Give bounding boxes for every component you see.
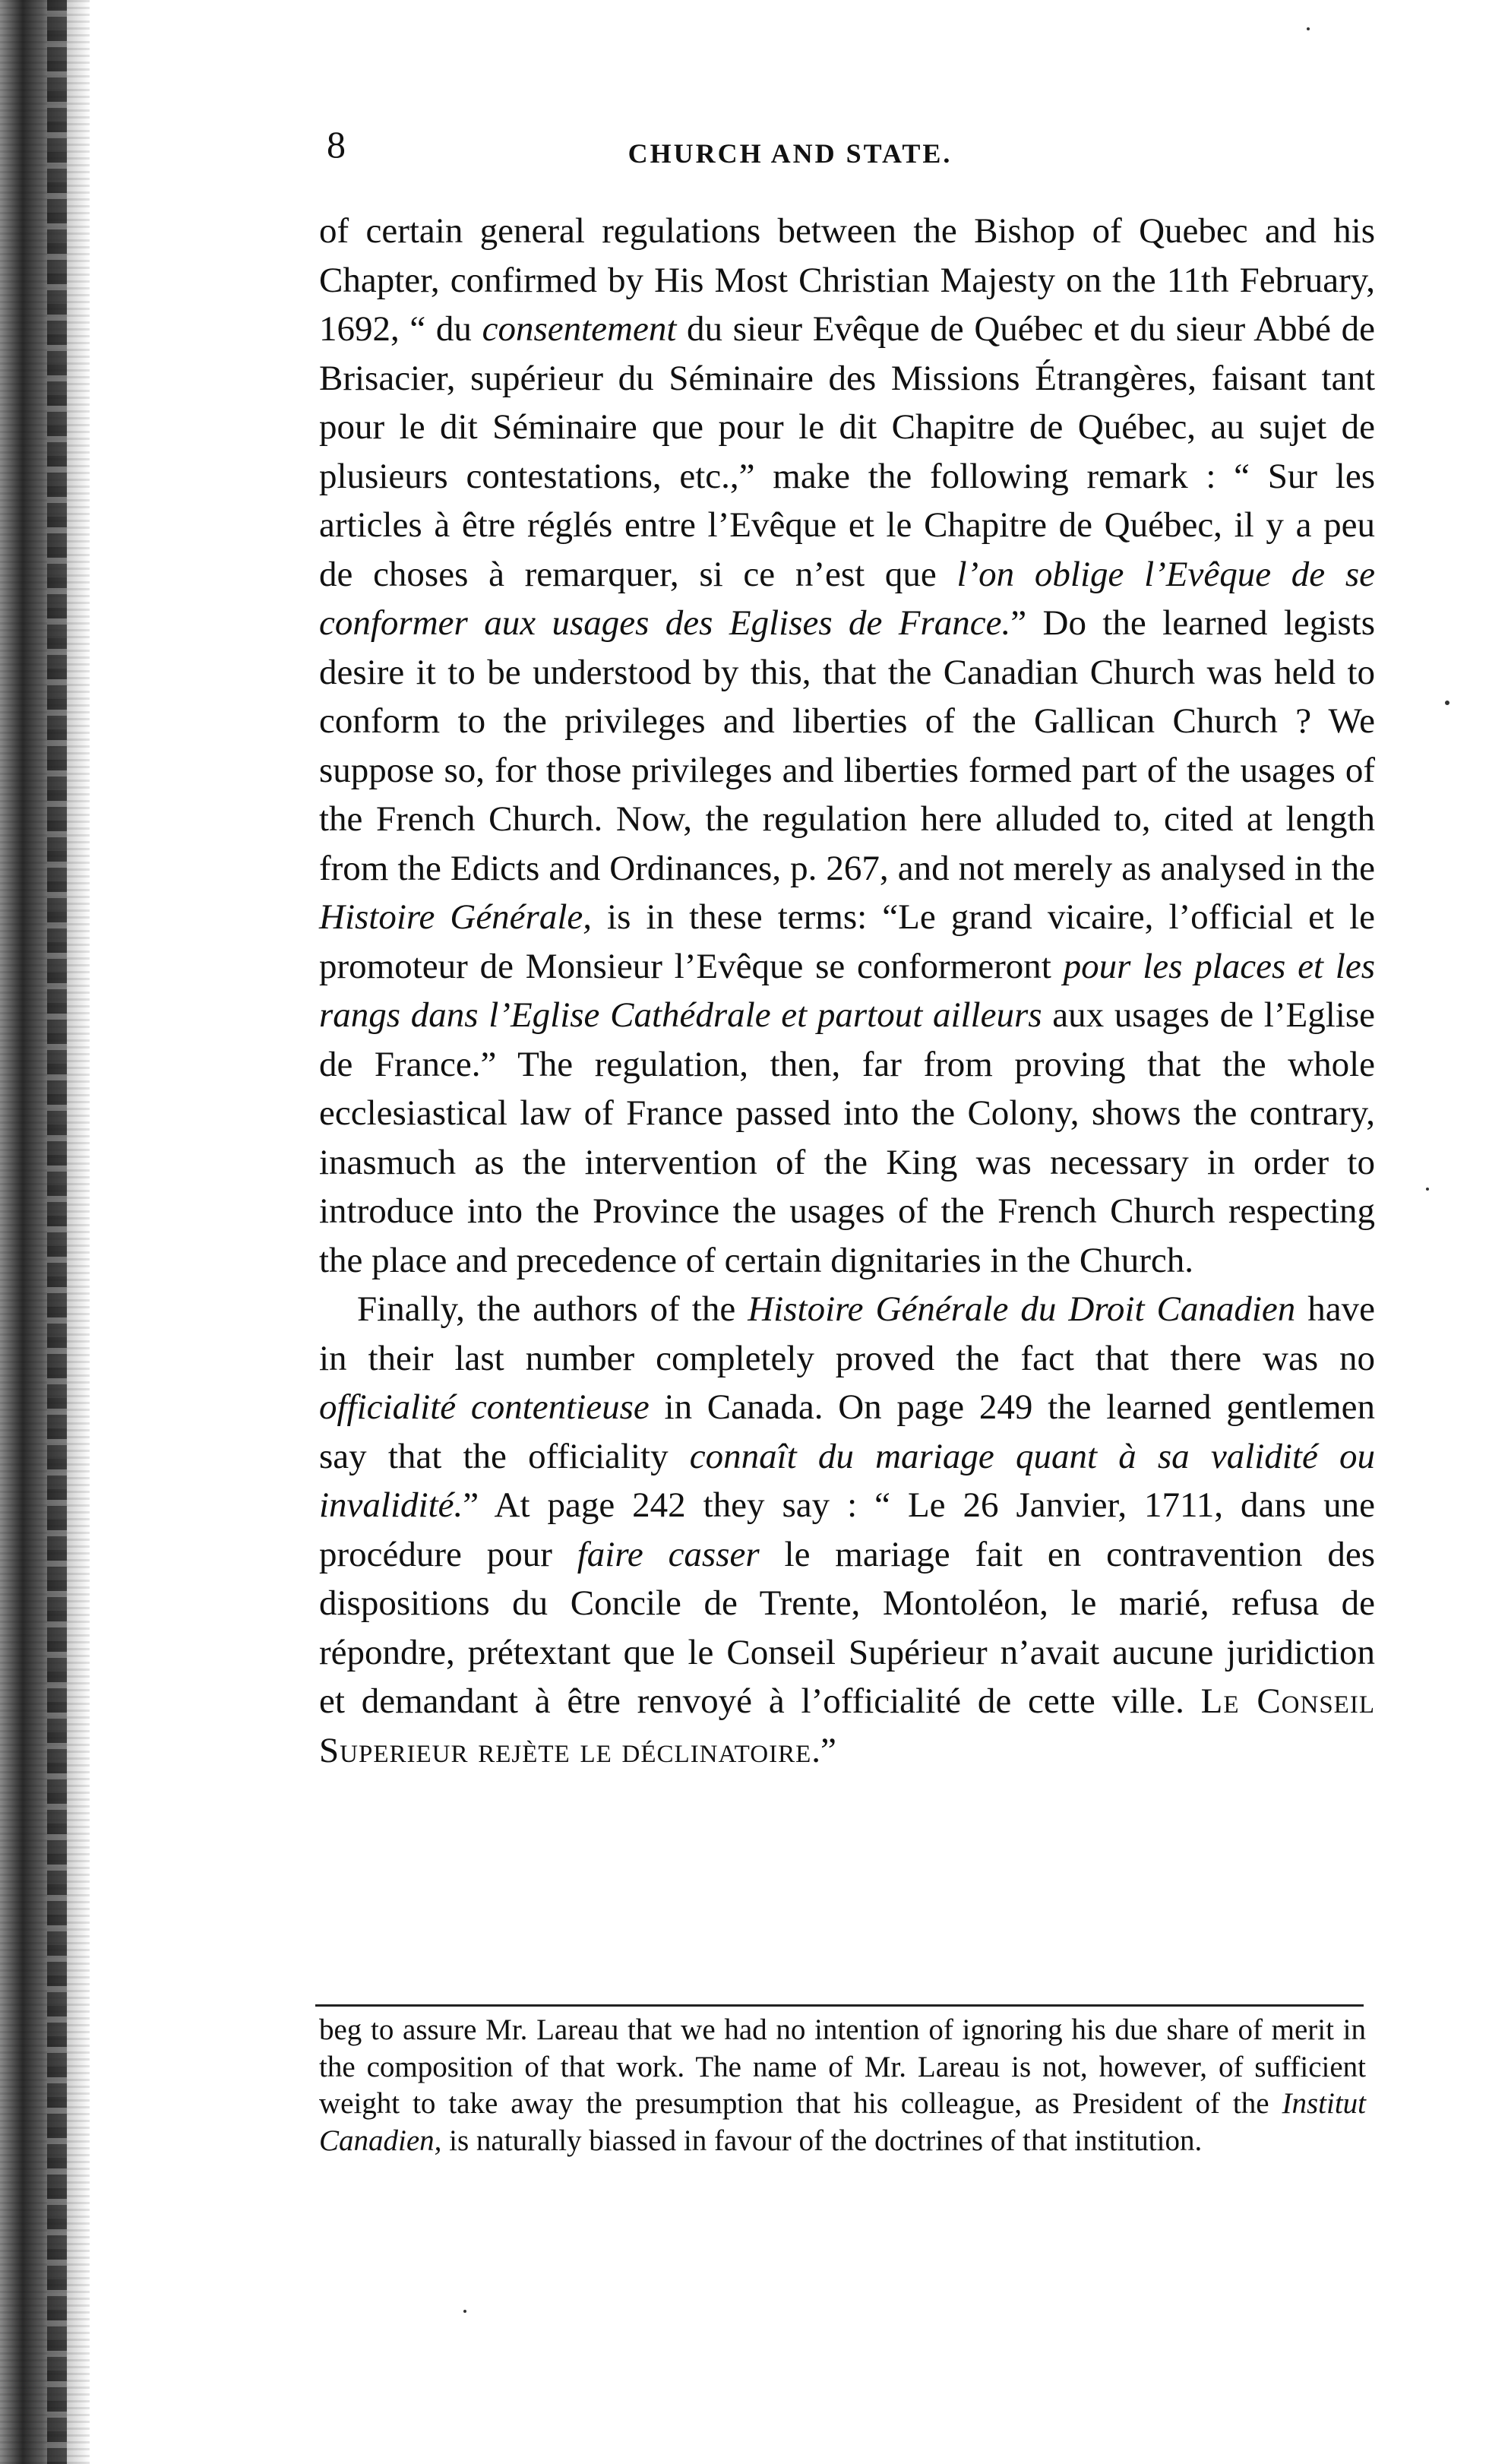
p2-text-i: le mariage fait en contravention des dispositions du Concile de Trente, Montoléon, le marié, refusa de répondre, prétextant que le Conseil Supérieur n’avait aucune juridiction et demandant à être renvoyé à l’officialité de cette ville. — [319, 1534, 1375, 1721]
p2-italic-f: connaît du mariage quant à sa validité ou invalidité. — [319, 1436, 1375, 1525]
footnote-text-a: beg to assure Mr. Lareau that we had no intention of ignoring his due share of merit in the composition of that work. The name of Mr. Lareau is not, however, of sufficient weight to take away the presumption that his colleague, as President of the — [319, 2013, 1366, 2120]
p1-italic-b: consentement — [482, 309, 677, 349]
p1-text-c: du sieur Evêque de Québec et du sieur Abbé de Brisacier, supérieur du Séminaire des Missions Étrangères, faisant tant pour le dit Séminaire que pour le dit Chapitre de Québec, au sujet de plusieurs contestations, etc.,” make the following remark : “ Sur les articles à être réglés entre l’Evêque et le Chapitre de Québec, il y a peu de choses à remarquer, si ce n’est que — [319, 309, 1375, 594]
ink-speck — [1307, 27, 1310, 30]
p2-italic-h: faire casser — [577, 1534, 760, 1574]
p1-text-g: is in these terms: “Le grand vicaire, l’official et le promoteur de Monsieur l’Evêque se conformeront — [319, 897, 1375, 986]
p2-italic-b: Histoire Générale du Droit Canadien — [748, 1289, 1296, 1329]
p2-smallcaps-j: Le Conseil Superieur rejète le déclinatoire — [319, 1681, 1375, 1770]
p1-italic-d: l’on oblige l’Evêque de se conformer aux usages des Eglises de France. — [319, 554, 1376, 643]
footnote-italic-b: Institut Canadien, — [319, 2087, 1366, 2157]
paragraph-1 — [319, 207, 1375, 1285]
running-title: CHURCH AND STATE. — [628, 138, 953, 169]
p2-text-k: .” — [811, 1730, 836, 1770]
p2-text-c: have in their last number completely proved the fact that there was no — [319, 1289, 1375, 1378]
p1-text-a: of certain general regulations between the Bishop of Quebec and his Chapter, confirmed by His Most Christian Majesty on the 11th February, 1692, “ du — [319, 211, 1375, 349]
p1-italic-f: Histoire Générale, — [319, 897, 592, 937]
p1-text-i: aux usages de l’Eglise de France.” The regulation, then, far from proving that the whole ecclesiastical law of France passed into the Colony, shows the contrary, inasmuch as the intervention of the King was necessary in order to introduce into the Province the usages of the French Church respecting the place and precedence of certain dignitaries in the Church. — [319, 995, 1375, 1280]
footnote-rule — [315, 2004, 1364, 2007]
binding-shadow — [47, 0, 67, 2464]
p2-text-a: Finally, the authors of the — [357, 1289, 748, 1329]
p1-italic-h: pour les places et les rangs dans l’Eglise Cathédrale et partout ailleurs — [319, 946, 1375, 1035]
ink-speck — [1426, 1188, 1429, 1191]
footnote-text-c: is naturally biassed in favour of the doctrines of that institution. — [441, 2124, 1203, 2157]
page-binding-edge — [0, 0, 90, 2464]
footnote-paragraph — [319, 2012, 1366, 2159]
p2-text-g: ” At page 242 they say : “ Le 26 Janvier, 1711, dans une procédure pour — [319, 1485, 1375, 1574]
footnote — [319, 2012, 1366, 2159]
p1-text-e: ” Do the learned legists desire it to be understood by this, that the Canadian Church was held to conform to the privileges and liberties of the Gallican Church ? We suppose so, for those privileges and liberties formed part of the usages of the French Church. Now, the regulation here alluded to, cited at length from the Edicts and Ordinances, p. 267, and not merely as analysed in the — [319, 603, 1375, 888]
paragraph-2 — [319, 1285, 1375, 1775]
p2-italic-d: officialité contentieuse — [319, 1387, 650, 1427]
ink-speck — [463, 2310, 466, 2313]
ink-speck — [1445, 701, 1449, 705]
main-text — [319, 207, 1375, 1775]
p2-text-e: in Canada. On page 249 the learned gentlemen say that the officiality — [319, 1387, 1375, 1476]
page-number: 8 — [327, 123, 346, 166]
